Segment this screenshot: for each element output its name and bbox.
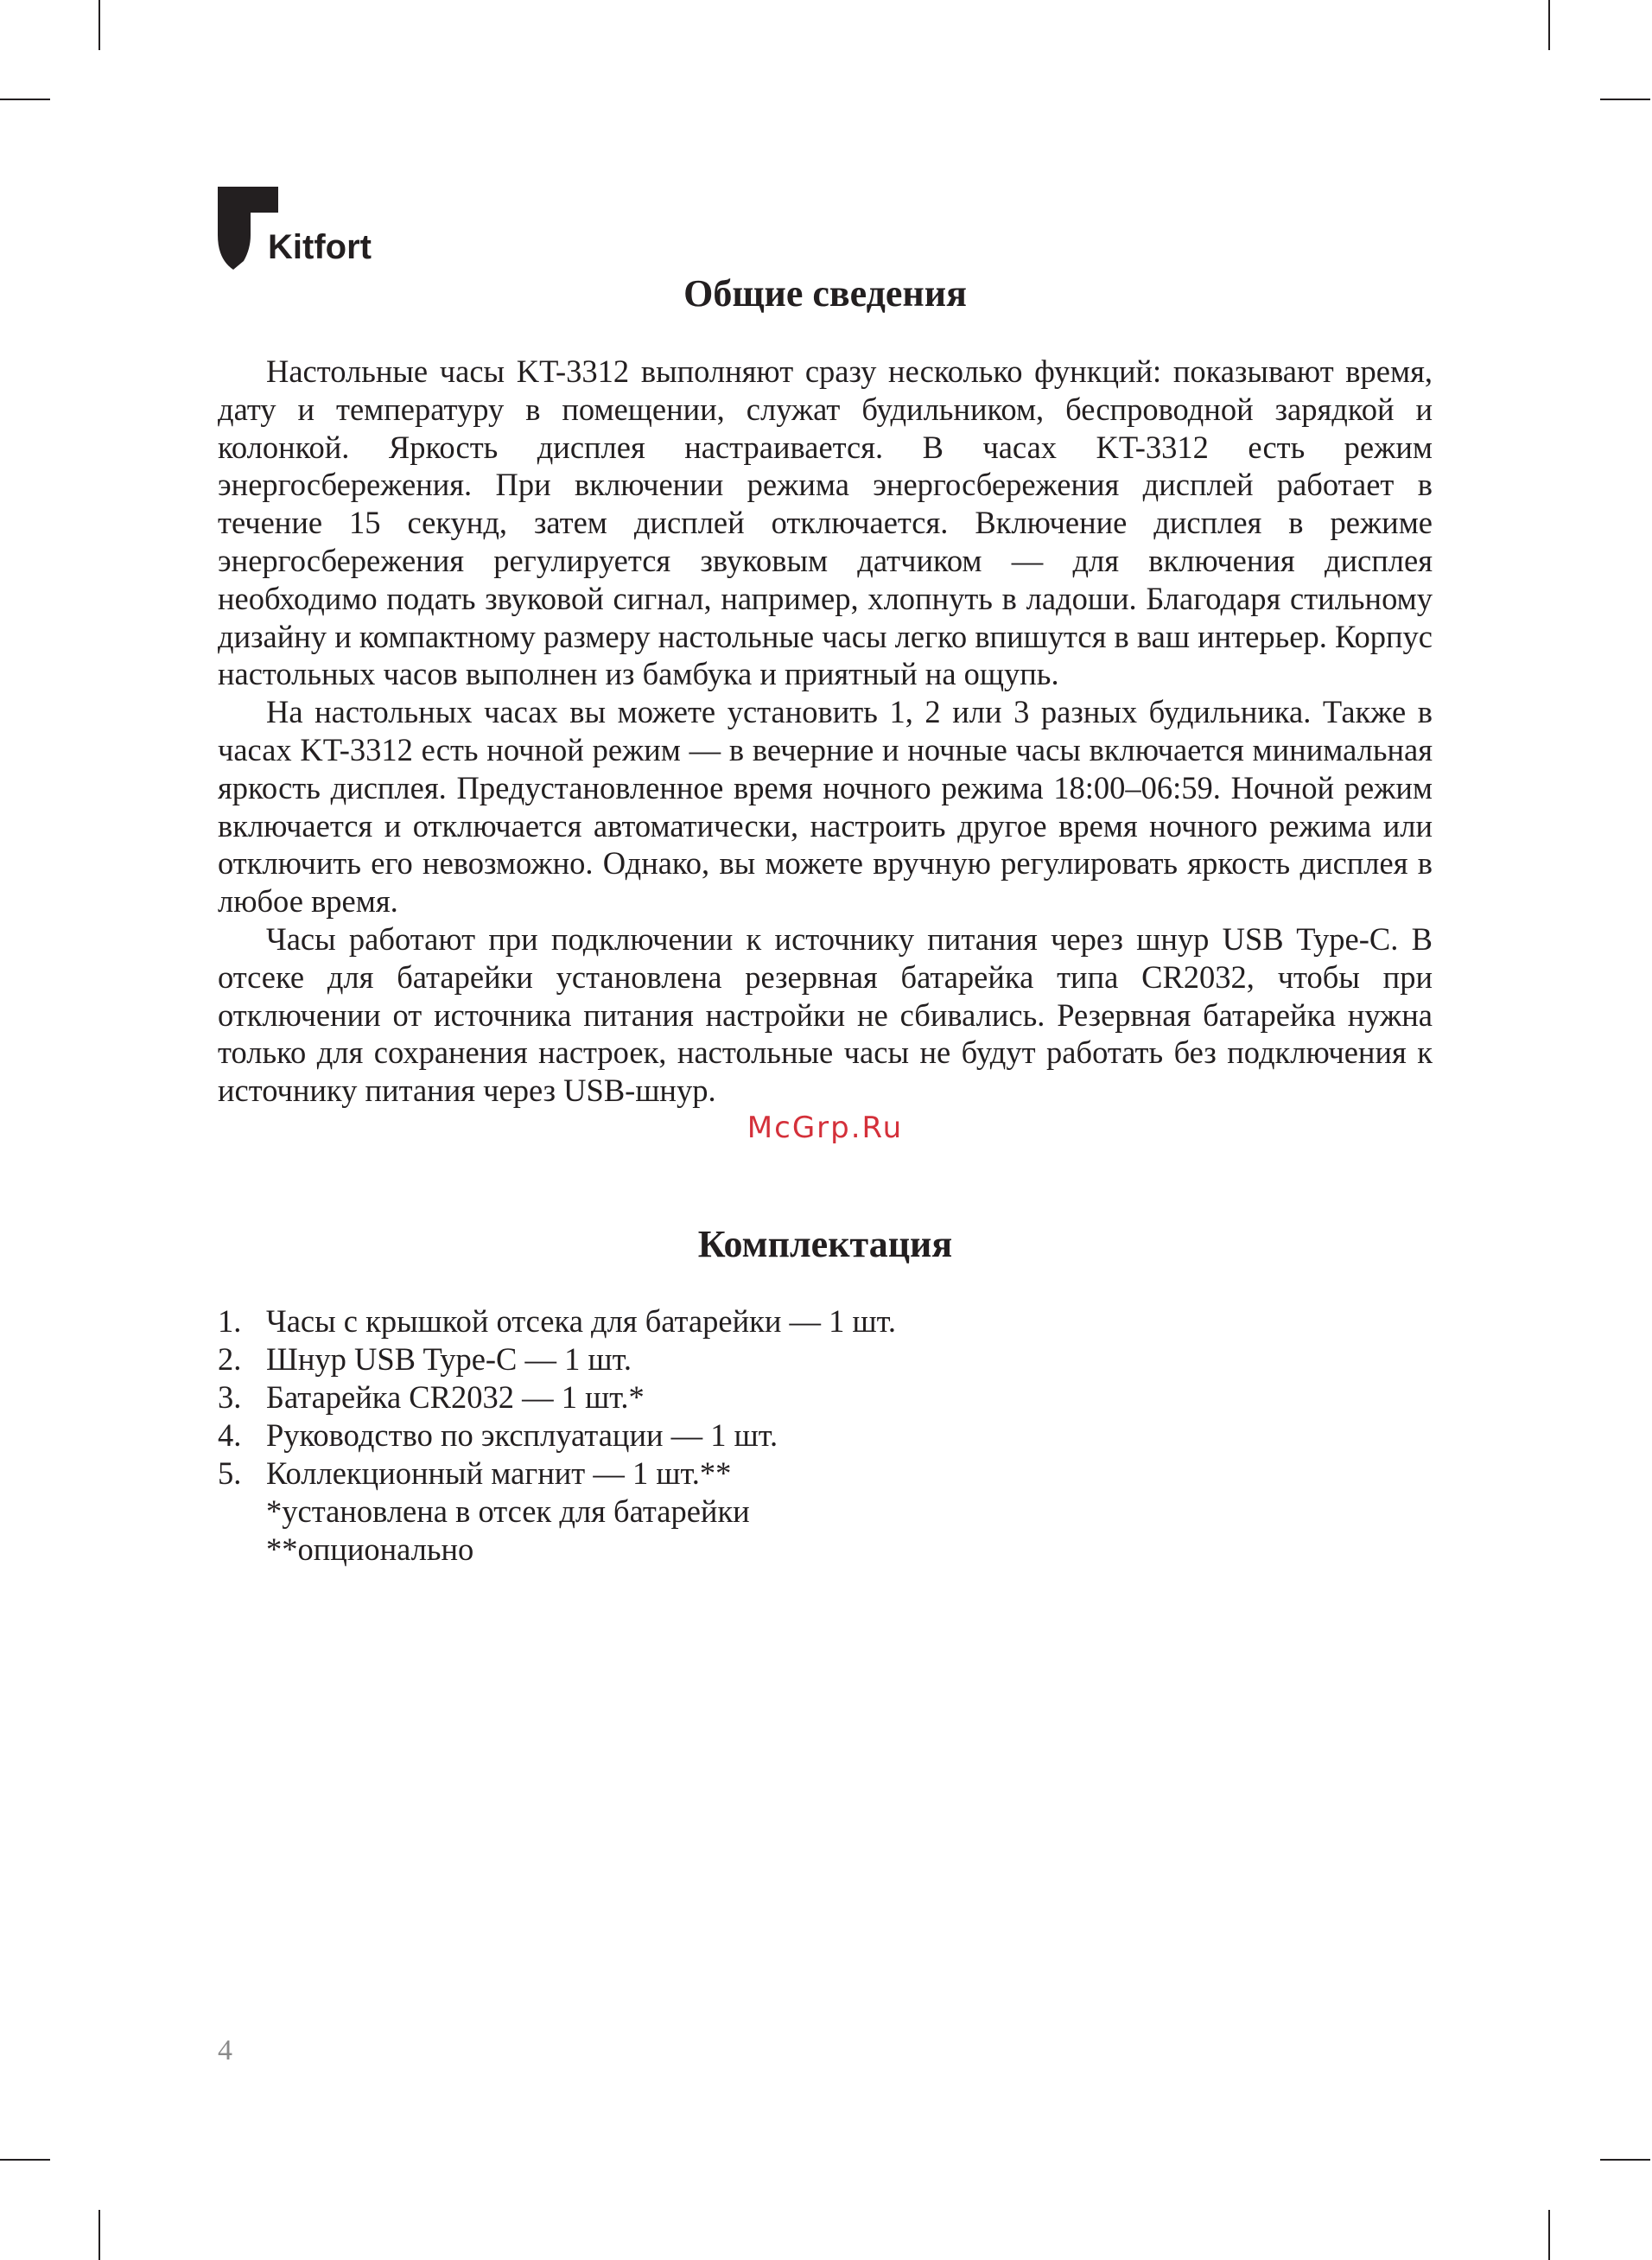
- section-title-general: Общие сведения: [683, 272, 967, 315]
- page-number: 4: [218, 2034, 232, 2066]
- list-text: Коллекционный магнит — 1 шт.**: [266, 1455, 732, 1491]
- kit-notes: [266, 1493, 750, 1569]
- watermark-link[interactable]: McGrp.Ru: [747, 1111, 904, 1145]
- list-text: Часы с крышкой отсека для батарейки — 1 шт.: [266, 1303, 896, 1339]
- crop-mark: [0, 2159, 50, 2161]
- paragraph: На настольных часах вы можете установить 1, 2 или 3 разных будильника. Также в часах KT-3312 есть ночной режим — в вечерние и ночные часы включается минимальная яркость дисплея. Предустановленное время ночного режима 18:00–06:59. Ночной режим включается и отключается автоматически, настроить другое время ночного режима или отключить его невозможно. Однако, вы можете вручную регулировать яркость дисплея в любое время.: [218, 694, 1433, 920]
- list-number: 5.: [218, 1455, 242, 1491]
- list-item: [218, 1416, 1433, 1455]
- list-item: [218, 1340, 1433, 1378]
- crop-mark: [1600, 2159, 1650, 2161]
- list-text: Руководство по эксплуатации — 1 шт.: [266, 1417, 778, 1453]
- paragraph: Настольные часы KT-3312 выполняют сразу несколько функций: показывают время, дату и температуру в помещении, служат будильником, беспроводной зарядкой и колонкой. Яркость дисплея настраивается. В часах KT-3312 есть режим энергосбережения. При включении режима энергосбережения дисплей работает в течение 15 секунд, затем дисплей отключается. Включение дисплея в режиме энергосбережения регулируется звуковым датчиком — для включения дисплея необходимо подать звуковой сигнал, например, хлопнуть в ладоши. Благодаря стильному дизайну и компактному размеру настольные часы легко впишутся в ваш интерьер. Корпус настольных часов выполнен из бамбука и приятный на ощупь.: [218, 353, 1433, 692]
- list-item: [218, 1302, 1433, 1340]
- crop-mark: [0, 99, 50, 100]
- crop-mark: [98, 2210, 100, 2260]
- crop-mark: [1548, 2210, 1550, 2260]
- list-number: 1.: [218, 1303, 242, 1339]
- list-item: [218, 1455, 1433, 1493]
- paragraph: Часы работают при подключении к источнику питания через шнур USB Type-C. В отсеке для батарейки установлена резервная батарейка типа CR2032, чтобы при отключении от источника питания настройки не сбивались. Резервная батарейка нужна только для сохранения настроек, настольные часы не будут работать без подключения к источнику питания через USB-шнур.: [218, 920, 1433, 1109]
- brand-name: Kitfort: [268, 228, 372, 266]
- list-number: 4.: [218, 1417, 242, 1453]
- crop-mark: [1548, 0, 1550, 50]
- list-number: 2.: [218, 1341, 242, 1377]
- footnote: *установлена в отсек для батарейки: [266, 1493, 750, 1529]
- crop-mark: [1600, 99, 1650, 100]
- list-text: Батарейка CR2032 — 1 шт.*: [266, 1379, 645, 1415]
- crop-mark: [98, 0, 100, 50]
- brand-logo: [218, 187, 391, 273]
- section-title-kit: Комплектация: [697, 1223, 953, 1265]
- footnote: **опционально: [266, 1531, 474, 1567]
- list-number: 3.: [218, 1379, 242, 1415]
- list-item: [218, 1378, 1433, 1416]
- kit-list: [218, 1302, 1433, 1493]
- general-body: [218, 353, 1433, 1110]
- list-text: Шнур USB Type-C — 1 шт.: [266, 1341, 632, 1377]
